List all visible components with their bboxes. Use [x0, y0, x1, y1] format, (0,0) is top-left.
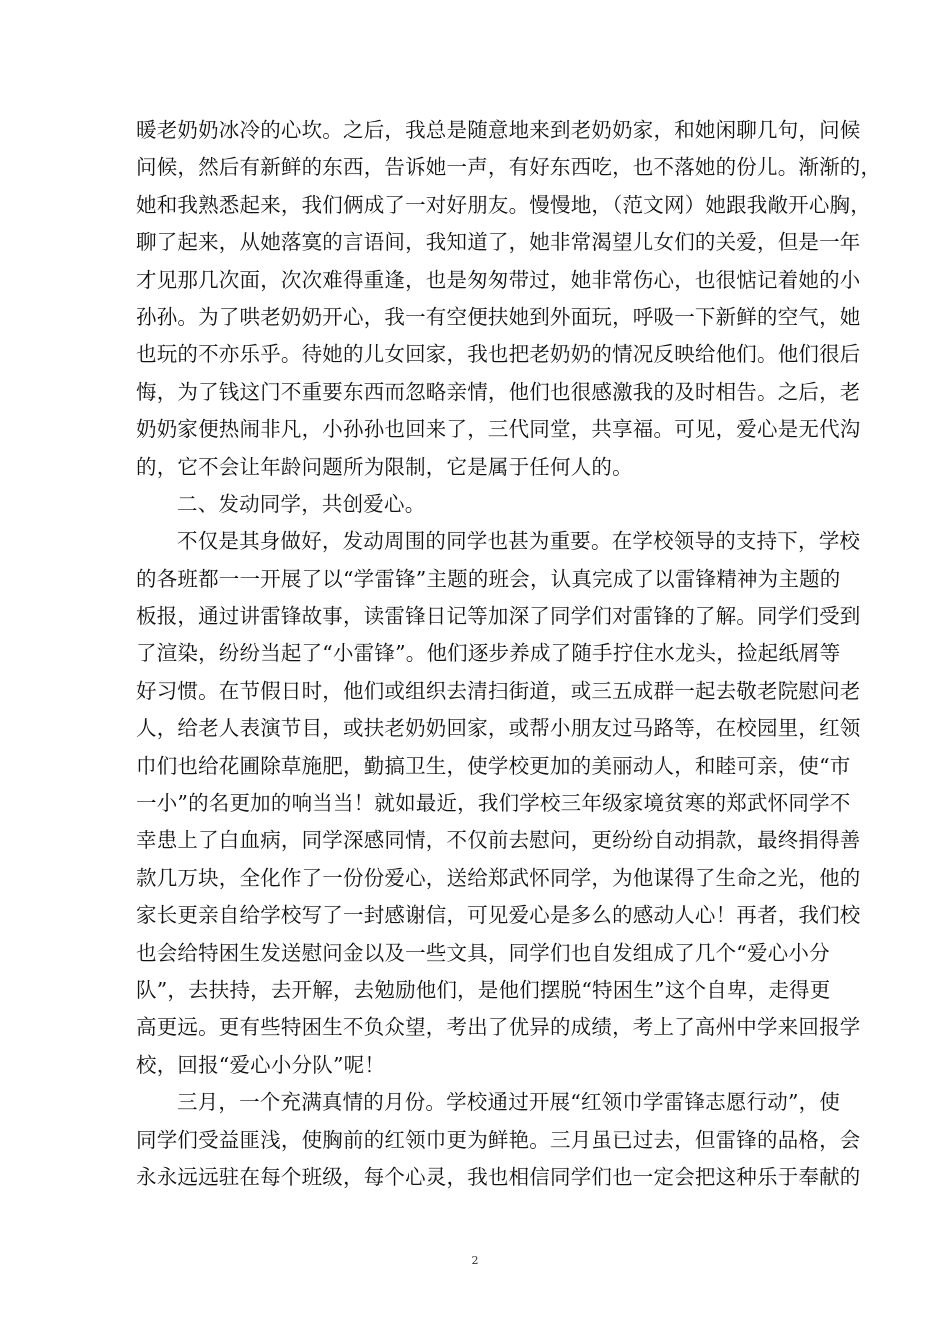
text-line: 高更远。更有些特困生不负众望，考出了优异的成绩，考上了高州中学来回报学 [136, 1015, 861, 1040]
text-line: 一小”的名更加的响当当！就如最近，我们学校三年级家境贫寒的郑武怀同学不 [136, 791, 851, 816]
text-line: 队”，去扶持，去开解，去勉励他们，是他们摆脱“特困生”这个自卑，走得更 [136, 977, 831, 1002]
text-line: 三月，一个充满真情的月份。学校通过开展“红领巾学雷锋志愿行动”，使 [177, 1090, 841, 1115]
text-line: 也会给特困生发送慰问金以及一些文具，同学们也自发组成了几个“爱心小分 [136, 940, 830, 965]
text-line: 的各班都一一开展了以“学雷锋”主题的班会，认真完成了以雷锋精神为主题的 [136, 566, 841, 591]
text-line: 巾们也给花圃除草施肥，勤搞卫生，使学校更加的美丽动人，和睦可亲，使“市 [136, 753, 851, 778]
text-line: 校，回报“爱心小分队”呢！ [136, 1052, 386, 1077]
text-line: 好习惯。在节假日时，他们或组织去清扫街道，或三五成群一起去敬老院慰问老 [136, 678, 861, 703]
text-line: 款几万块，全化作了一份份爱心，送给郑武怀同学，为他谋得了生命之光，他的 [136, 865, 861, 890]
text-line: 孙孙。为了哄老奶奶开心，我一有空便扶她到外面玩，呼吸一下新鲜的空气，她 [136, 304, 861, 329]
text-line: 才见那几次面，次次难得重逢，也是匆匆带过，她非常伤心，也很惦记着她的小 [136, 267, 861, 292]
text-line: 也玩的不亦乐乎。待她的儿女回家，我也把老奶奶的情况反映给他们。他们很后 [136, 342, 861, 367]
page-number: 2 [471, 1254, 479, 1267]
text-line: 不仅是其身做好，发动周围的同学也甚为重要。在学校领导的支持下，学校 [177, 529, 861, 554]
text-line: 的，它不会让年龄问题所为限制，它是属于任何人的。 [136, 454, 633, 479]
text-line: 家长更亲自给学校写了一封感谢信，可见爱心是多么的感动人心！再者，我们校 [136, 903, 861, 928]
text-line: 悔，为了钱这门不重要东西而忽略亲情，他们也很感激我的及时相告。之后，老 [136, 379, 861, 404]
section-heading: 二、发动同学，共创爱心。 [177, 491, 426, 516]
text-line: 她和我熟悉起来，我们俩成了一对好朋友。慢慢地，（范文网）她跟我敞开心胸， [136, 192, 871, 217]
text-line: 同学们受益匪浅，使胸前的红领巾更为鲜艳。三月虽已过去，但雷锋的品格，会 [136, 1127, 861, 1152]
text-line: 幸患上了白血病，同学深感同情，不仅前去慰问，更纷纷自动捐款，最终捐得善 [136, 828, 861, 853]
text-line: 板报，通过讲雷锋故事，读雷锋日记等加深了同学们对雷锋的了解。同学们受到 [136, 604, 861, 629]
text-line: 暖老奶奶冰冷的心坎。之后，我总是随意地来到老奶奶家，和她闲聊几句，问候 [136, 118, 861, 142]
text-line: 聊了起来，从她落寞的言语间，我知道了，她非常渴望儿女们的关爱，但是一年 [136, 230, 861, 255]
text-line: 问候，然后有新鲜的东西，告诉她一声，有好东西吃，也不落她的份儿。渐渐的， [136, 155, 882, 180]
text-line: 了渲染，纷纷当起了“小雷锋”。他们逐步养成了随手拧住水龙头，捡起纸屑等 [136, 641, 841, 666]
document-body [136, 112, 882, 1196]
text-line: 永永远远驻在每个班级，每个心灵，我也相信同学们也一定会把这种乐于奉献的 [136, 1164, 861, 1189]
text-line: 人，给老人表演节目，或扶老奶奶回家，或帮小朋友过马路等，在校园里，红领 [136, 716, 861, 741]
text-line: 奶奶家便热闹非凡，小孙孙也回来了，三代同堂，共享福。可见，爱心是无代沟 [136, 417, 861, 442]
